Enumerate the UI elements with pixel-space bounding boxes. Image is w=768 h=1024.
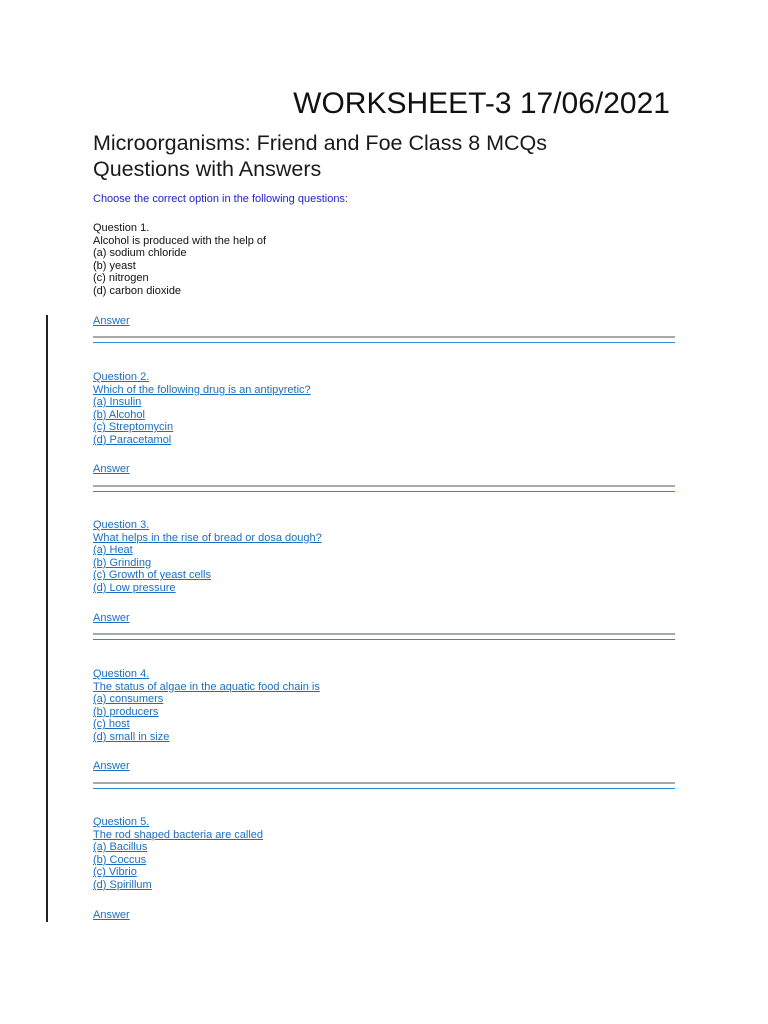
question-number[interactable]: Question 5. bbox=[93, 816, 150, 828]
option-b: (b) yeast bbox=[93, 259, 136, 272]
option-c[interactable]: (c) Streptomycin bbox=[93, 421, 174, 434]
option-c[interactable]: (c) host bbox=[93, 718, 130, 731]
option-a[interactable]: (a) Bacillus bbox=[93, 841, 148, 854]
question-4[interactable] bbox=[93, 668, 675, 744]
option-c[interactable]: (c) Vibrio bbox=[93, 866, 137, 879]
option-d[interactable]: (d) Spirillum bbox=[93, 878, 152, 891]
question-number: Question 1. bbox=[93, 222, 150, 234]
question-1 bbox=[93, 222, 675, 298]
option-d[interactable]: (d) Low pressure bbox=[93, 581, 176, 594]
instruction-text: Choose the correct option in the following questions: bbox=[93, 193, 348, 205]
question-number[interactable]: Question 3. bbox=[93, 519, 150, 531]
question-5[interactable] bbox=[93, 816, 675, 892]
question-text[interactable]: The rod shaped bacteria are called bbox=[93, 828, 263, 841]
page-heading bbox=[93, 130, 683, 182]
option-d[interactable]: (d) Paracetamol bbox=[93, 433, 172, 446]
page-heading-line-1: Microorganisms: Friend and Foe Class 8 MCQs bbox=[93, 131, 548, 155]
question-3[interactable] bbox=[93, 519, 675, 595]
option-c: (c) nitrogen bbox=[93, 272, 149, 285]
question-text[interactable]: What helps in the rise of bread or dosa dough? bbox=[93, 531, 322, 544]
answer-link-2[interactable]: Answer bbox=[93, 463, 130, 475]
question-text: Alcohol is produced with the help of bbox=[93, 234, 267, 247]
option-a: (a) sodium chloride bbox=[93, 247, 187, 260]
page-heading-line-2: Questions with Answers bbox=[93, 157, 322, 181]
margin-bar bbox=[46, 315, 48, 922]
option-c[interactable]: (c) Growth of yeast cells bbox=[93, 569, 211, 582]
question-divider bbox=[93, 782, 675, 790]
option-b[interactable]: (b) Alcohol bbox=[93, 408, 145, 421]
question-2[interactable] bbox=[93, 371, 675, 447]
question-divider bbox=[93, 485, 675, 493]
answer-link-4[interactable]: Answer bbox=[93, 760, 130, 772]
worksheet-title: WORKSHEET-3 17/06/2021 bbox=[293, 87, 670, 120]
answer-link-1[interactable]: Answer bbox=[93, 315, 130, 327]
option-b[interactable]: (b) Grinding bbox=[93, 556, 152, 569]
answer-link-3[interactable]: Answer bbox=[93, 612, 130, 624]
option-b[interactable]: (b) Coccus bbox=[93, 853, 147, 866]
option-a[interactable]: (a) Heat bbox=[93, 544, 133, 557]
option-b[interactable]: (b) producers bbox=[93, 705, 159, 718]
question-divider bbox=[93, 633, 675, 641]
option-d[interactable]: (d) small in size bbox=[93, 730, 170, 743]
question-number[interactable]: Question 4. bbox=[93, 668, 150, 680]
answer-link-5[interactable]: Answer bbox=[93, 909, 130, 921]
question-text[interactable]: The status of algae in the aquatic food chain is bbox=[93, 680, 320, 693]
option-d: (d) carbon dioxide bbox=[93, 284, 182, 297]
question-number[interactable]: Question 2. bbox=[93, 371, 150, 383]
option-a[interactable]: (a) Insulin bbox=[93, 396, 142, 409]
question-divider bbox=[93, 336, 675, 344]
option-a[interactable]: (a) consumers bbox=[93, 693, 164, 706]
question-text[interactable]: Which of the following drug is an antipyretic? bbox=[93, 383, 311, 396]
